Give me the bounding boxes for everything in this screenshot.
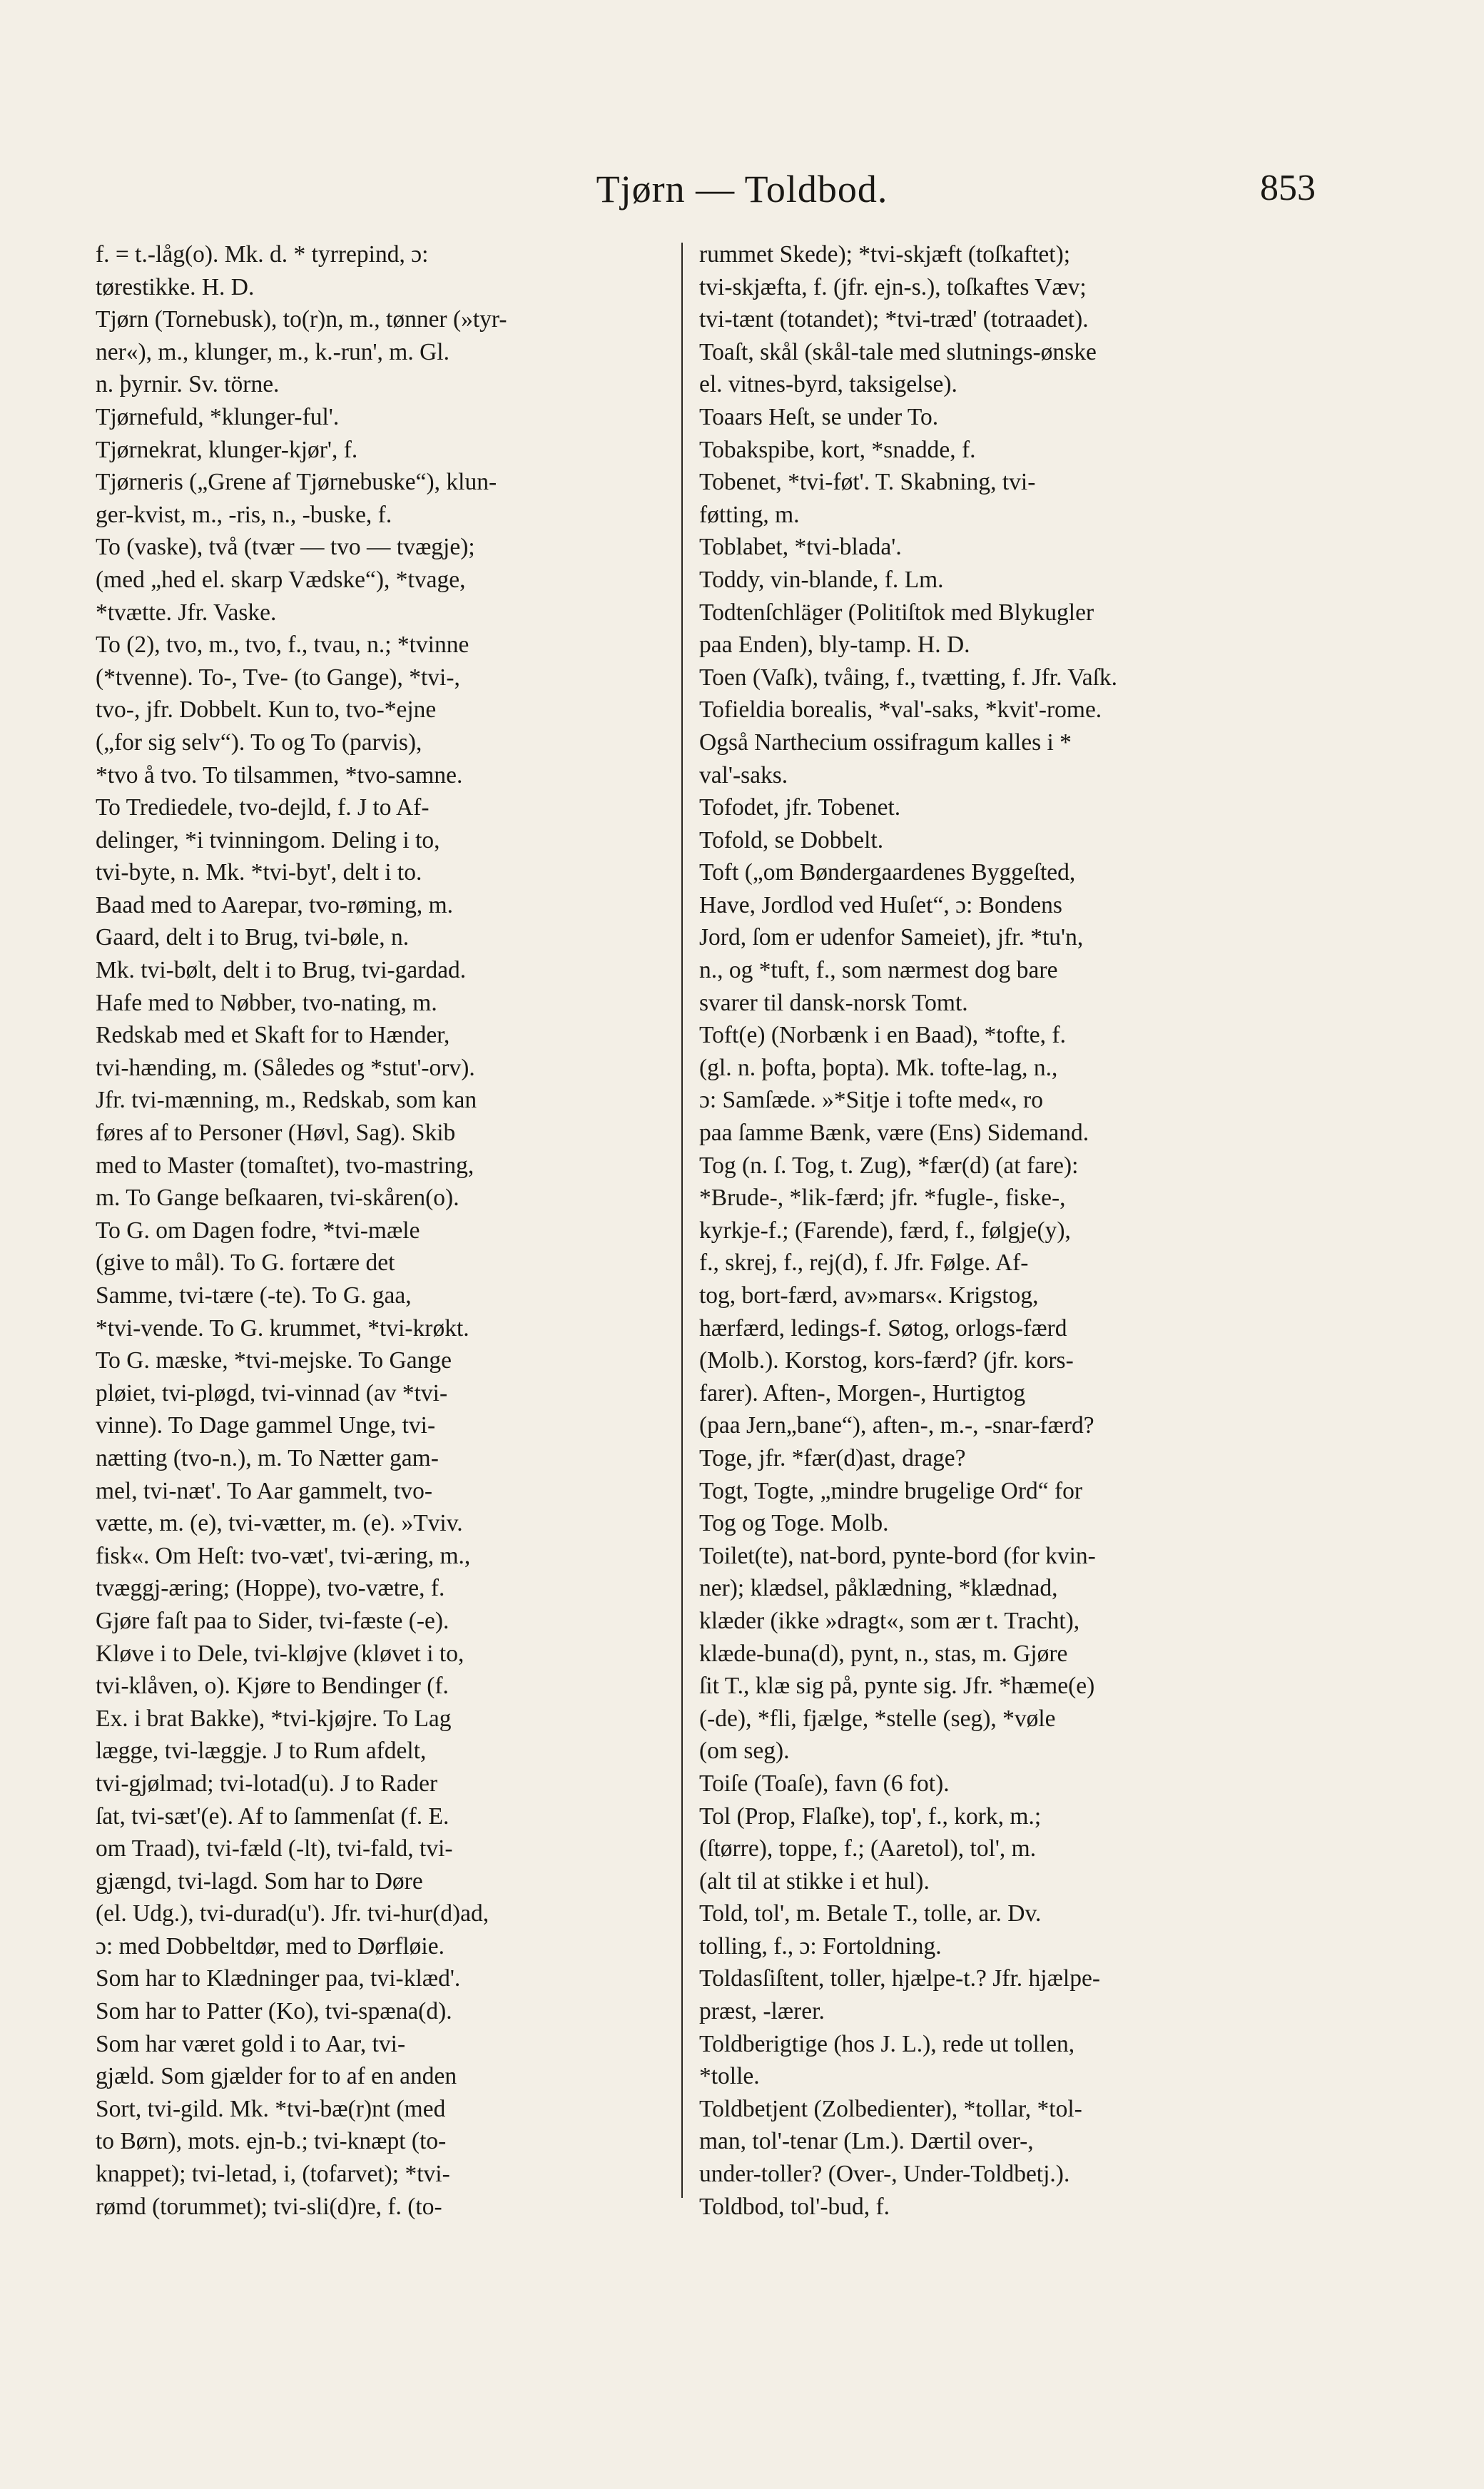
dictionary-line: Tofieldia borealis, *val'-saks, *kvit'-rome.	[699, 696, 1102, 724]
dictionary-line: (paa Jern„bane“), aften-, m.-, -snar-færd?	[699, 1412, 1094, 1439]
dictionary-line: Tjørn (Tornebusk), to(r)n, m., tønner (»tyr-	[96, 306, 507, 333]
dictionary-line: Toiſe (Toaſe), favn (6 fot).	[699, 1770, 950, 1797]
dictionary-line: vinne). To Dage gammel Unge, tvi-	[96, 1412, 436, 1439]
dictionary-line: Toldbetjent (Zolbedienter), *tollar, *tol-	[699, 2095, 1082, 2122]
dictionary-line: Toen (Vaſk), tvåing, f., tvætting, f. Jfr. Vaſk.	[699, 664, 1118, 691]
dictionary-line: Hafe med to Nøbber, tvo-nating, m.	[96, 989, 437, 1016]
dictionary-line: To G. om Dagen fodre, *tvi-mæle	[96, 1217, 420, 1244]
dictionary-line: Samme, tvi-tære (-te). To G. gaa,	[96, 1282, 412, 1309]
dictionary-line: nætting (tvo-n.), m. To Nætter gam-	[96, 1444, 439, 1471]
dictionary-line: Toldbod, tol'-bud, f.	[699, 2193, 890, 2220]
dictionary-line: Som har to Klædninger paa, tvi-klæd'.	[96, 1965, 461, 1992]
dictionary-line: To Trediedele, tvo-dejld, f. J to Af-	[96, 794, 430, 821]
dictionary-line: Togt, Togte, „mindre brugelige Ord“ for	[699, 1477, 1083, 1504]
dictionary-line: n., og *tuft, f., som nærmest dog bare	[699, 957, 1058, 984]
dictionary-line: Toilet(te), nat-bord, pynte-bord (for kvin-	[699, 1542, 1096, 1569]
dictionary-line: To (2), tvo, m., tvo, f., tvau, n.; *tvinne	[96, 632, 469, 659]
dictionary-line: Toblabet, *tvi-blada'.	[699, 534, 902, 561]
dictionary-line: Gjøre faſt paa to Sider, tvi-fæste (-e).	[96, 1607, 449, 1634]
dictionary-line: klæde-buna(d), pynt, n., stas, m. Gjøre	[699, 1640, 1068, 1667]
page-header	[0, 158, 1484, 211]
dictionary-line: Tol (Prop, Flaſke), top', f., kork, m.;	[699, 1803, 1042, 1830]
dictionary-line: Toft(e) (Norbænk i en Baad), *tofte, f.	[699, 1022, 1066, 1049]
dictionary-line: Også Narthecium ossifragum kalles i *	[699, 729, 1072, 756]
dictionary-line: Toft („om Bøndergaardenes Byggeſted,	[699, 859, 1076, 886]
dictionary-line: Toaars Heſt, se under To.	[699, 403, 939, 430]
dictionary-line: (el. Udg.), tvi-durad(u'). Jfr. tvi-hur(d)ad,	[96, 1900, 489, 1927]
dictionary-line: rummet Skede); *tvi-skjæft (toſkaftet);	[699, 241, 1071, 268]
dictionary-line: man, tol'-tenar (Lm.). Dærtil over-,	[699, 2128, 1034, 2155]
dictionary-line: Todtenſchläger (Politiſtok med Blykugler	[699, 599, 1094, 626]
dictionary-line: føtting, m.	[699, 501, 800, 528]
dictionary-line: To (vaske), två (tvær — tvo — tvægje);	[96, 534, 475, 561]
dictionary-line: præst, -lærer.	[699, 1998, 825, 2025]
dictionary-line: tolling, f., ɔ: Fortoldning.	[699, 1932, 942, 1960]
dictionary-line: Jord, ſom er udenfor Sameiet), jfr. *tu'n,	[699, 924, 1084, 951]
dictionary-line: Toge, jfr. *fær(d)ast, drage?	[699, 1444, 966, 1471]
dictionary-line: Gaard, delt i to Brug, tvi-bøle, n.	[96, 924, 410, 951]
dictionary-line: Redskab med et Skaft for to Hænder,	[96, 1022, 450, 1049]
dictionary-line: klæder (ikke »dragt«, som ær t. Tracht),	[699, 1607, 1080, 1634]
dictionary-line: svarer til dansk-norsk Tomt.	[699, 989, 968, 1016]
dictionary-line: Tog og Toge. Molb.	[699, 1510, 889, 1537]
dictionary-line: (-de), *fli, fjælge, *stelle (seg), *vøle	[699, 1705, 1056, 1732]
dictionary-line: tog, bort-færd, av»mars«. Krigstog,	[699, 1282, 1039, 1309]
dictionary-line: paa ſamme Bænk, være (Ens) Sidemand.	[699, 1120, 1089, 1147]
dictionary-line: Jfr. tvi-mænning, m., Redskab, som kan	[96, 1087, 477, 1114]
dictionary-line: tvi-skjæfta, f. (jfr. ejn-s.), toſkaftes Væv;	[699, 273, 1087, 300]
dictionary-line: ɔ: med Dobbeltdør, med to Dørfløie.	[96, 1932, 444, 1960]
dictionary-line: Tjørneris („Grene af Tjørnebuske“), klun-	[96, 469, 497, 496]
dictionary-line: Baad med to Aarepar, tvo-røming, m.	[96, 891, 454, 918]
dictionary-line: gjængd, tvi-lagd. Som har to Døre	[96, 1867, 423, 1895]
dictionary-line: tvi-hænding, m. (Således og *stut'-orv).	[96, 1054, 475, 1081]
dictionary-line: tørestikke. H. D.	[96, 273, 255, 300]
dictionary-line: mel, tvi-næt'. To Aar gammelt, tvo-	[96, 1477, 433, 1504]
dictionary-line: tvi-gjølmad; tvi-lotad(u). J to Rader	[96, 1770, 438, 1797]
dictionary-line: Tog (n. ſ. Tog, t. Zug), *fær(d) (at fare):	[699, 1152, 1079, 1179]
dictionary-line: Toldasſiſtent, toller, hjælpe-t.? Jfr. hjælpe-	[699, 1965, 1100, 1992]
dictionary-line: fisk«. Om Heſt: tvo-væt', tvi-æring, m.,	[96, 1542, 471, 1569]
dictionary-line: under-toller? (Over-, Under-Toldbetj.).	[699, 2161, 1070, 2188]
dictionary-line: *tvi-vende. To G. krummet, *tvi-krøkt.	[96, 1314, 469, 1342]
dictionary-line: vætte, m. (e), tvi-vætter, m. (e). »Tviv.	[96, 1510, 463, 1537]
dictionary-line: ſit T., klæ sig på, pynte sig. Jfr. *hæme(e)	[699, 1673, 1095, 1700]
dictionary-line: To G. mæske, *tvi-mejske. To Gange	[96, 1347, 452, 1374]
dictionary-line: Tofodet, jfr. Tobenet.	[699, 794, 901, 821]
dictionary-line: ner); klædsel, påklædning, *klædnad,	[699, 1575, 1058, 1602]
dictionary-line: Tjørnefuld, *klunger-ful'.	[96, 403, 340, 430]
dictionary-line: ger-kvist, m., -ris, n., -buske, f.	[96, 501, 392, 528]
dictionary-line: *tvo å tvo. To tilsammen, *tvo-samne.	[96, 761, 463, 789]
dictionary-line: *tvætte. Jfr. Vaske.	[96, 599, 277, 626]
dictionary-line: hærfærd, ledings-f. Søtog, orlogs-færd	[699, 1314, 1067, 1342]
dictionary-line: knappet); tvi-letad, i, (tofarvet); *tvi-	[96, 2161, 450, 2188]
dictionary-line: Tobenet, *tvi-føt'. T. Skabning, tvi-	[699, 469, 1036, 496]
dictionary-line: delinger, *i tvinningom. Deling i to,	[96, 826, 440, 853]
dictionary-line: (ſtørre), toppe, f.; (Aaretol), tol', m.	[699, 1835, 1037, 1862]
dictionary-line: tvo-, jfr. Dobbelt. Kun to, tvo-*ejne	[96, 696, 437, 724]
dictionary-line: f., skrej, f., rej(d), f. Jfr. Følge. Af-	[699, 1249, 1029, 1277]
dictionary-line: kyrkje-f.; (Farende), færd, f., følgje(y),	[699, 1217, 1071, 1244]
dictionary-line: Kløve i to Dele, tvi-kløjve (kløvet i to,	[96, 1640, 464, 1667]
page-number: 853	[1260, 168, 1316, 208]
dictionary-line: Tobakspibe, kort, *snadde, f.	[699, 436, 976, 463]
dictionary-line: om Traad), tvi-fæld (-lt), tvi-fald, tvi-	[96, 1835, 453, 1862]
dictionary-line: Tjørnekrat, klunger-kjør', f.	[96, 436, 358, 463]
dictionary-line: tvi-tænt (totandet); *tvi-træd' (totraadet).	[699, 306, 1089, 333]
dictionary-line: f. = t.-låg(o). Mk. d. * tyrrepind, ɔ:	[96, 241, 429, 268]
dictionary-line: (om seg).	[699, 1738, 790, 1765]
dictionary-line: to Børn), mots. ejn-b.; tvi-knæpt (to-	[96, 2128, 447, 2155]
dictionary-line: (alt til at stikke i et hul).	[699, 1867, 930, 1895]
column-divider	[681, 243, 683, 2198]
dictionary-line: tvi-byte, n. Mk. *tvi-byt', delt i to.	[96, 859, 422, 886]
dictionary-line: tvæggj-æring; (Hoppe), tvo-vætre, f.	[96, 1575, 445, 1602]
left-column	[96, 238, 723, 2223]
dictionary-line: lægge, tvi-læggje. J to Rum afdelt,	[96, 1738, 427, 1765]
dictionary-line: Som har været gold i to Aar, tvi-	[96, 2030, 406, 2057]
right-column	[699, 238, 1327, 2223]
dictionary-line: Toddy, vin-blande, f. Lm.	[699, 566, 944, 593]
dictionary-line: tvi-klåven, o). Kjøre to Bendinger (f.	[96, 1673, 449, 1700]
dictionary-line: Sort, tvi-gild. Mk. *tvi-bæ(r)nt (med	[96, 2095, 446, 2122]
dictionary-line: (gl. n. þofta, þopta). Mk. tofte-lag, n.,	[699, 1054, 1058, 1081]
dictionary-line: gjæld. Som gjælder for to af en anden	[96, 2063, 457, 2090]
dictionary-line: (Molb.). Korstog, kors-færd? (jfr. kors-	[699, 1347, 1074, 1374]
dictionary-line: Mk. tvi-bølt, delt i to Brug, tvi-gardad.	[96, 957, 467, 984]
dictionary-line: Have, Jordlod ved Huſet“, ɔ: Bondens	[699, 891, 1062, 918]
dictionary-line: føres af to Personer (Høvl, Sag). Skib	[96, 1120, 456, 1147]
dictionary-line: farer). Aften-, Morgen-, Hurtigtog	[699, 1379, 1026, 1406]
dictionary-line: (*tvenne). To-, Tve- (to Gange), *tvi-,	[96, 664, 460, 691]
dictionary-line: rømd (torummet); tvi-sli(d)re, f. (to-	[96, 2193, 442, 2220]
dictionary-line: Told, tol', m. Betale T., tolle, ar. Dv.	[699, 1900, 1042, 1927]
dictionary-line: Toldberigtige (hos J. L.), rede ut tollen,	[699, 2030, 1075, 2057]
dictionary-line: ner«), m., klunger, m., k.-run', m. Gl.	[96, 338, 449, 365]
dictionary-line: ſat, tvi-sæt'(e). Af to ſammenſat (f. E.	[96, 1803, 449, 1830]
dictionary-line: Ex. i brat Bakke), *tvi-kjøjre. To Lag	[96, 1705, 452, 1732]
dictionary-line: paa Enden), bly-tamp. H. D.	[699, 632, 970, 659]
dictionary-line: (give to mål). To G. fortære det	[96, 1249, 395, 1277]
dictionary-line: Som har to Patter (Ko), tvi-spæna(d).	[96, 1998, 452, 2025]
dictionary-line: *tolle.	[699, 2063, 760, 2090]
dictionary-line: (med „hed el. skarp Vædske“), *tvage,	[96, 566, 466, 593]
dictionary-line: *Brude-, *lik-færd; jfr. *fugle-, fiske-,	[699, 1185, 1066, 1212]
dictionary-line: el. vitnes-byrd, taksigelse).	[699, 371, 957, 398]
dictionary-line: pløiet, tvi-pløgd, tvi-vinnad (av *tvi-	[96, 1379, 448, 1406]
page-title: Tjørn — Toldbod.	[596, 168, 888, 211]
dictionary-line: val'-saks.	[699, 761, 788, 789]
dictionary-line: med to Master (tomaſtet), tvo-mastring,	[96, 1152, 474, 1179]
dictionary-line: ɔ: Samſæde. »*Sitje i tofte med«, ro	[699, 1087, 1043, 1114]
dictionary-line: m. To Gange beſkaaren, tvi-skåren(o).	[96, 1185, 459, 1212]
dictionary-line: n. þyrnir. Sv. törne.	[96, 371, 280, 398]
dictionary-line: („for sig selv“). To og To (parvis),	[96, 729, 422, 756]
dictionary-line: Tofold, se Dobbelt.	[699, 826, 884, 853]
dictionary-line: Toaſt, skål (skål-tale med slutnings-ønske	[699, 338, 1097, 365]
